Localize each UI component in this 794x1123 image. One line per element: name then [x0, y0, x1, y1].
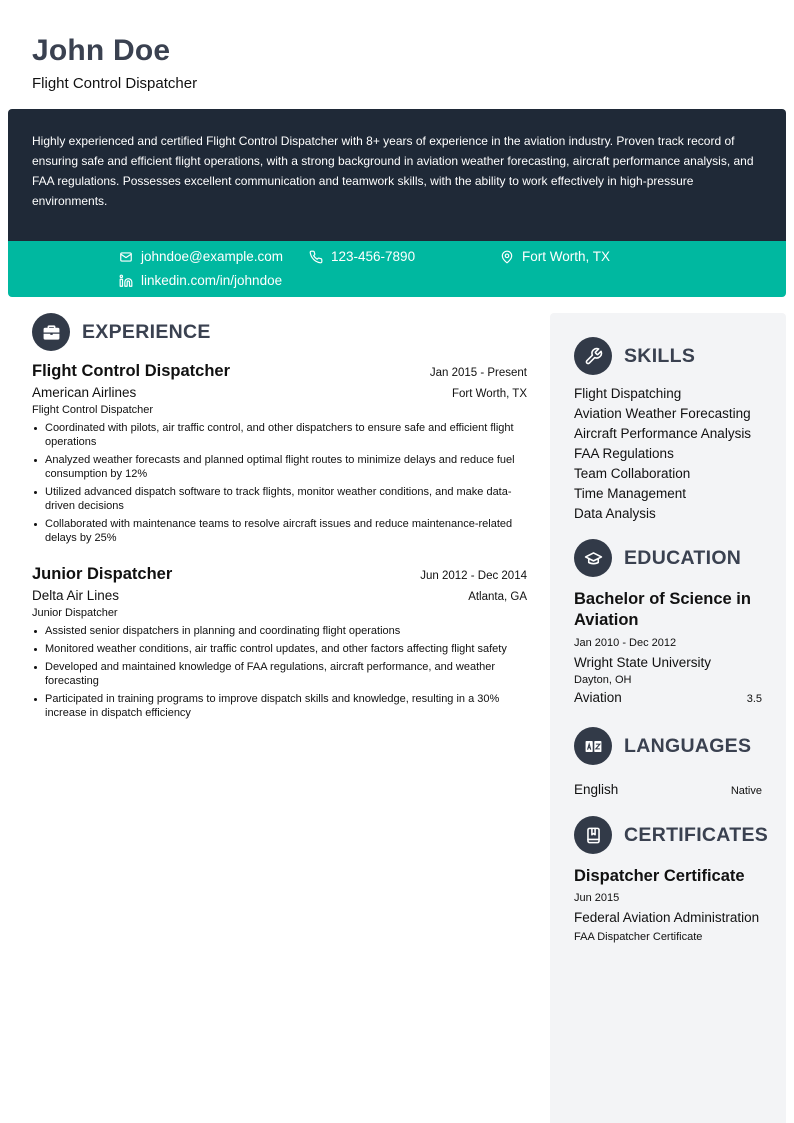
summary-panel [8, 109, 786, 241]
contact-email-text: johndoe@example.com [141, 249, 284, 264]
experience-title: EXPERIENCE [82, 320, 211, 343]
education-dates: Jan 2010 - Dec 2012 [574, 637, 677, 649]
graduation-cap-icon [574, 539, 612, 577]
language-item [574, 782, 762, 797]
languages-header [574, 727, 762, 765]
contact-bar [8, 241, 786, 297]
briefcase-icon [32, 313, 70, 351]
job-location: Fort Worth, TX [452, 388, 527, 400]
contact-phone-text: 123-456-7890 [331, 249, 416, 264]
skills-title: SKILLS [624, 344, 696, 367]
job-bullet: Participated in training programs to improve dispatch skills and knowledge, resulting in a 30% increase in dispatch efficiency [32, 692, 527, 720]
summary-text: Highly experienced and certified Flight Control Dispatcher with 8+ years of experience in the aviation industry. Proven track record of ensuring safe and efficient flight operations, with a strong background in aviation weather forecasting, aircraft performance analysis, and FAA regulations. Possesses excellent communication and teamwork skills, with the ability to work effectively in high-pressure environments. [32, 134, 754, 208]
certificate-description: FAA Dispatcher Certificate [574, 931, 703, 943]
job-bullet: Coordinated with pilots, air traffic control, and other dispatchers to ensure safe and efficient flight operations [32, 421, 527, 449]
wrench-icon [574, 337, 612, 375]
education-degree: Bachelor of Science in Aviation [574, 590, 751, 629]
skill-item: Time Management [574, 486, 687, 501]
job-title: Junior Dispatcher [32, 565, 173, 583]
job-title: Flight Control Dispatcher [32, 362, 230, 380]
phone-icon [309, 250, 323, 264]
sidebar [550, 313, 786, 1123]
education-title: EDUCATION [624, 546, 742, 569]
experience-header [32, 313, 527, 351]
translate-icon [574, 727, 612, 765]
job-bullet: Assisted senior dispatchers in planning and coordinating flight operations [32, 624, 527, 638]
certificates-section [574, 816, 769, 943]
job-bullet: Utilized advanced dispatch software to track flights, monitor weather conditions, and make data-driven decisions [32, 485, 527, 513]
map-pin-icon [500, 250, 514, 264]
job-bullet: Analyzed weather forecasts and planned optimal flight routes to minimize delays and reduce fuel consumption by 12% [32, 453, 527, 481]
certificate-issuer: Federal Aviation Administration [574, 910, 760, 925]
contact-phone[interactable] [309, 249, 415, 264]
skill-item: Flight Dispatching [574, 386, 682, 401]
language-level: Native [730, 785, 762, 797]
job-company: Delta Air Lines [32, 588, 120, 603]
education-gpa: 3.5 [746, 693, 762, 705]
contact-email[interactable] [119, 249, 283, 264]
languages-title: LANGUAGES [624, 734, 752, 757]
linkedin-icon [119, 274, 133, 288]
education-field: Aviation [574, 690, 622, 705]
certificate-name: Dispatcher Certificate [574, 867, 745, 885]
contact-location [500, 249, 610, 264]
skills-header [574, 337, 762, 375]
book-icon [574, 816, 612, 854]
main-column [32, 313, 527, 724]
job-bullet: Developed and maintained knowledge of FAA regulations, aircraft performance, and weather forecasting [32, 660, 527, 688]
education-school: Wright State University [574, 655, 712, 670]
skill-item: Aircraft Performance Analysis [574, 426, 752, 441]
contact-location-text: Fort Worth, TX [522, 249, 611, 264]
skill-item: Data Analysis [574, 506, 656, 521]
job-entry [32, 565, 527, 720]
language-name: English [574, 782, 619, 797]
languages-section [574, 727, 762, 797]
certificates-header [574, 816, 769, 854]
job-bullet: Collaborated with maintenance teams to resolve aircraft issues and reduce maintenance-related delays by 25% [32, 517, 527, 545]
skill-item: Team Collaboration [574, 466, 691, 481]
skills-list [574, 386, 762, 522]
job-bullets [32, 421, 527, 545]
skill-item: Aviation Weather Forecasting [574, 406, 751, 421]
skill-item: FAA Regulations [574, 446, 674, 461]
job-bullets [32, 624, 527, 720]
certificates-title: CERTIFICATES [624, 823, 769, 846]
contact-linkedin-text: linkedin.com/in/johndoe [141, 273, 283, 288]
education-section [574, 539, 762, 705]
education-location: Dayton, OH [574, 674, 632, 686]
job-dates: Jan 2015 - Present [429, 367, 527, 379]
job-company: American Airlines [32, 385, 137, 400]
job-bullet: Monitored weather conditions, air traffic control updates, and other factors affecting flight safety [32, 642, 527, 656]
mail-icon [119, 250, 133, 264]
education-header [574, 539, 762, 577]
job-entry [32, 362, 527, 545]
job-role: Junior Dispatcher [32, 607, 118, 619]
candidate-title: Flight Control Dispatcher [32, 75, 198, 92]
contact-linkedin[interactable] [119, 273, 282, 288]
job-location: Atlanta, GA [468, 591, 527, 603]
certificate-date: Jun 2015 [574, 892, 620, 904]
job-dates: Jun 2012 - Dec 2014 [420, 570, 527, 582]
candidate-name: John Doe [32, 34, 171, 67]
job-role: Flight Control Dispatcher [32, 404, 154, 416]
